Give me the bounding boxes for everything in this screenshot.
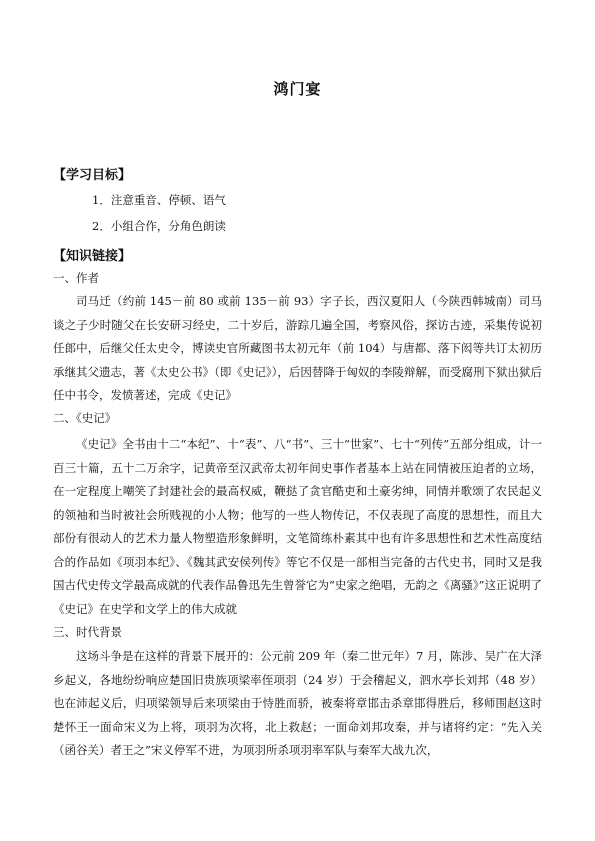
goal-item: 1．注意重音、停顿、语气 [92, 193, 226, 207]
page-title: 鸿门宴 [273, 80, 322, 98]
section-heading-author: 一、作者 [53, 271, 99, 285]
section-text-background: 这场斗争是在这样的背景下展开的：公元前 209 年（秦二世元年）7 月，陈涉、吴广在大泽乡起义，各地纷纷响应楚国旧贵族项梁率侄项羽（24 岁）于会稽起义，泗水亭长刘邦（48 岁）也在沛起义后，归项梁领导后来项梁由于恃胜而骄，被秦将章邯击杀章邯得胜后，移师围赵这时楚怀王一面命宋义为上将，项羽为次将，北上救赵；一面命刘邦攻秦，并与诸将约定：“先入关（函谷关）者王之”宋义停军不进，为项羽所杀项羽率军队与秦军大战九次， [53, 649, 542, 757]
section-text-shiji: 《史记》全书由十二“本纪”、十“表”、八“书”、三十“世家”、七十“列传”五部分组成，计一百三十篇，五十二万余字，记黄帝至汉武帝太初年间史事作者基本上站在同情被压迫者的立场，在一定程度上嘲笑了封建社会的最高权威，鞭挞了贪官酷吏和土豪劣绅，同情并歌颂了农民起义的领袖和当时被社会所贱视的小人物；他写的一些人物传记，不仅表现了高度的思想性，而且大部份有很动人的艺术力量人物塑造形象鲜明，文笔简练朴素其中也有许多思想性和艺术性高度结合的作品如《项羽本纪》、《魏其武安侯列传》等它不仅是一部相当完备的古代史书，同时又是我国古代史传文学最高成就的代表作品鲁迅先生曾誉它为“史家之绝唱，无韵之《离骚》”这正说明了《史记》在史学和文学上的伟大成就 [53, 437, 543, 616]
learning-goals-heading: 【学习目标】 [53, 168, 132, 183]
section-text-author: 司马迁（约前 145－前 80 或前 135－前 93）字子长，西汉夏阳人（今陕西韩城南）司马谈之子少时随父在长安研习经史，二十岁后，游踪几遍全国，考察风俗，探访古迹，采集传说初任郎中，后继父任太史令，博读史官所藏图书太初元年（前 104）与唐都、落下闳等共订太初历承继其父遗志，著《太史公书》（即《史记》），后因替降于匈奴的李陵辩解，而受腐刑下狱出狱后任中书令，发愤著述，完成《史记》 [53, 294, 542, 402]
section-heading-background: 三、时代背景 [53, 625, 122, 639]
section-heading-shiji: 二、《史记》 [53, 411, 117, 425]
goal-item: 2．小组合作，分角色朗读 [92, 219, 226, 233]
knowledge-link-heading: 【知识链接】 [53, 249, 132, 264]
